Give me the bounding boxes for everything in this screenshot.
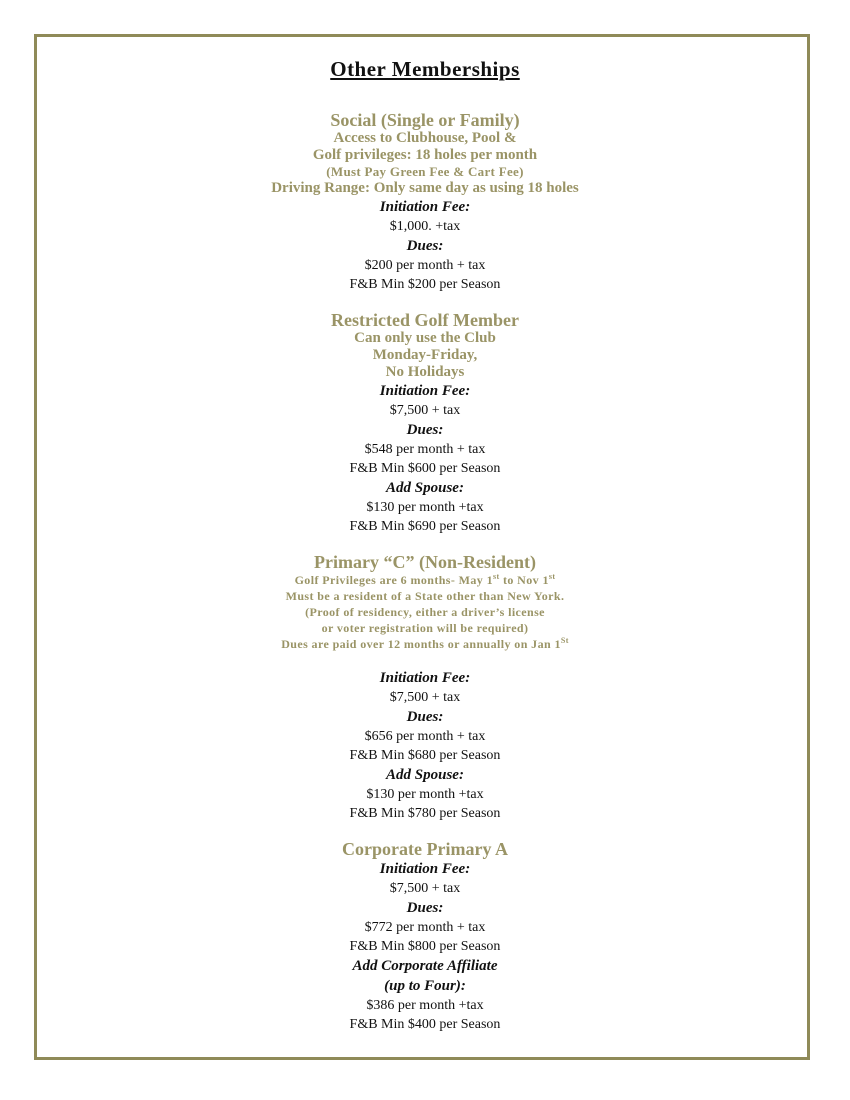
restricted-dues-value: $548 per month + tax (364, 441, 486, 457)
primary-c-line-4: or voter registration will be required) (321, 620, 529, 635)
corporate-initiation-value: $7,500 + tax (389, 880, 461, 896)
primary-c-spouse-value: $130 per month +tax (366, 786, 484, 802)
primary-c-line-5-sup: St (560, 635, 569, 645)
primary-c-dues-label: Dues: (406, 708, 444, 725)
primary-c-section (40, 552, 810, 823)
restricted-spouse-value: $130 per month +tax (366, 499, 484, 515)
page-content (40, 56, 810, 1050)
restricted-spouse-label: Add Spouse: (386, 479, 464, 496)
primary-c-spouse-fb-min: F&B Min $780 per Season (349, 805, 501, 821)
primary-c-initiation-value: $7,500 + tax (389, 689, 461, 705)
social-line-2: Golf privileges: 18 holes per month (312, 147, 538, 163)
corporate-dues-label: Dues: (406, 899, 444, 916)
restricted-initiation-value: $7,500 + tax (389, 402, 461, 418)
primary-c-dues-value: $656 per month + tax (364, 728, 486, 744)
primary-c-initiation-label: Initiation Fee: (379, 669, 471, 686)
corporate-section (40, 839, 810, 1034)
primary-c-heading: Primary “C” (Non-Resident) (314, 551, 536, 572)
primary-c-line-3: (Proof of residency, either a driver’s license (305, 604, 545, 619)
social-initiation-label: Initiation Fee: (379, 198, 471, 215)
primary-c-line-1-sup-2: st (548, 571, 556, 581)
corporate-affiliate-value: $386 per month +tax (366, 997, 484, 1013)
social-line-3: (Must Pay Green Fee & Cart Fee) (326, 164, 524, 179)
primary-c-spouse-label: Add Spouse: (386, 766, 464, 783)
restricted-initiation-label: Initiation Fee: (379, 382, 471, 399)
primary-c-line-1-text: Golf Privileges are 6 months- May 1 (294, 572, 493, 587)
social-heading: Social (Single or Family) (330, 110, 520, 130)
restricted-line-3: No Holidays (385, 363, 465, 380)
primary-c-line-2: Must be a resident of a State other than New York. (285, 588, 565, 603)
corporate-heading: Corporate Primary A (342, 838, 508, 859)
corporate-affiliate-fb-min: F&B Min $400 per Season (349, 1016, 501, 1032)
restricted-section (40, 310, 810, 536)
restricted-heading: Restricted Golf Member (331, 309, 519, 330)
corporate-affiliate-label-1: Add Corporate Affiliate (352, 957, 498, 974)
social-line-4: Driving Range: Only same day as using 18 holes (271, 179, 579, 196)
page-title: Other Memberships (330, 57, 520, 81)
primary-c-line-5-text: Dues are paid over 12 months or annually on Jan 1 (281, 636, 561, 651)
social-section (40, 110, 810, 294)
restricted-line-2: Monday-Friday, (372, 346, 478, 363)
social-line-1: Access to Clubhouse, Pool & (333, 130, 517, 146)
primary-c-line-1-sup-1: st (493, 571, 500, 581)
corporate-fb-min: F&B Min $800 per Season (349, 938, 501, 954)
corporate-affiliate-label-2: (up to Four): (384, 977, 466, 994)
corporate-initiation-label: Initiation Fee: (379, 860, 471, 877)
primary-c-fb-min: F&B Min $680 per Season (349, 747, 501, 763)
primary-c-line-1 (40, 572, 810, 588)
restricted-fb-min: F&B Min $600 per Season (349, 460, 501, 476)
primary-c-line-5 (40, 636, 810, 652)
social-dues-value: $200 per month + tax (364, 257, 486, 273)
social-dues-label: Dues: (406, 237, 444, 254)
social-fb-min: F&B Min $200 per Season (349, 276, 501, 292)
restricted-line-1: Can only use the Club (354, 329, 496, 346)
corporate-dues-value: $772 per month + tax (364, 919, 486, 935)
restricted-dues-label: Dues: (406, 421, 444, 438)
restricted-spouse-fb-min: F&B Min $690 per Season (349, 518, 501, 534)
primary-c-line-1-text-b: to Nov 1 (499, 572, 549, 587)
social-initiation-value: $1,000. +tax (389, 218, 461, 234)
